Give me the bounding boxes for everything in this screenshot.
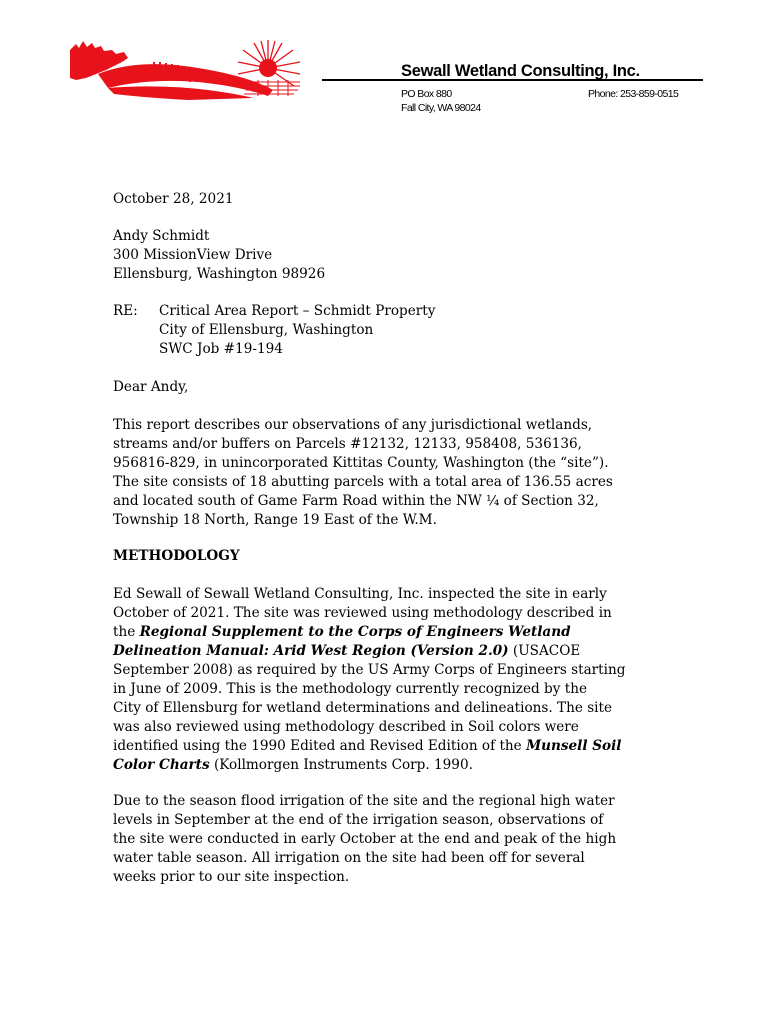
manual-title: Regional Supplement to the Corps of Engineers Wetland: [139, 624, 571, 640]
letter-date: October 28, 2021: [113, 191, 234, 207]
recipient-name: Andy Schmidt: [113, 228, 210, 244]
manual-title-cont: Delineation Manual: Arid West Region (Version 2.0): [113, 643, 509, 659]
re-line: City of Ellensburg, Washington: [159, 322, 374, 338]
re-block: [159, 302, 435, 359]
methodology-paragraph-1: Ed Sewall of Sewall Wetland Consulting, Inc. inspected the site in early October of 2021. The site was reviewed using methodology described in the Regional Supplement to the Corps of Engineers Wetland Delineation Manual: Arid West Region (Version 2.0) (USACOE September 2008) as required by the US Army Corps of Engineers starting in June of 2009. This is the methodology currently recognized by the City of Ellensburg for wetland determinations and delineations. The site was also reviewed using methodology described in Soil colors were identified using the 1990 Edited and Revised Edition of the Munsell Soil Color Charts (Kollmorgen Instruments Corp. 1990.: [113, 586, 626, 773]
re-line: SWC Job #19-194: [159, 341, 283, 357]
re-label: RE:: [113, 303, 138, 319]
methodology-paragraph-2: Due to the season flood irrigation of the site and the regional high water levels in September at the end of the irrigation season, observations of the site were conducted in early October at the end and peak of the high water table season. All irrigation on the site had been off for several weeks prior to our site inspection.: [113, 793, 617, 885]
methodology-heading: METHODOLOGY: [113, 548, 240, 564]
munsell-title: Munsell Soil: [526, 738, 622, 754]
salutation: Dear Andy,: [113, 379, 189, 395]
phone: Phone: 253-859-0515: [588, 88, 679, 100]
re-line: Critical Area Report – Schmidt Property: [159, 303, 436, 319]
city-address: Fall City, WA 98024: [401, 102, 481, 114]
po-box: PO Box 880: [401, 88, 452, 100]
recipient-block: [113, 227, 673, 284]
company-name: Sewall Wetland Consulting, Inc.: [401, 62, 640, 80]
recipient-street: 300 MissionView Drive: [113, 247, 273, 263]
company-logo-icon: [68, 38, 330, 104]
munsell-title-cont: Color Charts: [113, 757, 210, 773]
intro-paragraph: This report describes our observations of any jurisdictional wetlands, streams and/or buffers on Parcels #12132, 12133, 958408, 536136, 956816-829, in unincorporated Kittitas County, Washington (the “site”). The site consists of 18 abutting parcels with a total area of 136.55 acres and located south of Game Farm Road within the NW ¼ of Section 32, Township 18 North, Range 19 East of the W.M.: [113, 417, 613, 528]
recipient-city: Ellensburg, Washington 98926: [113, 266, 326, 282]
